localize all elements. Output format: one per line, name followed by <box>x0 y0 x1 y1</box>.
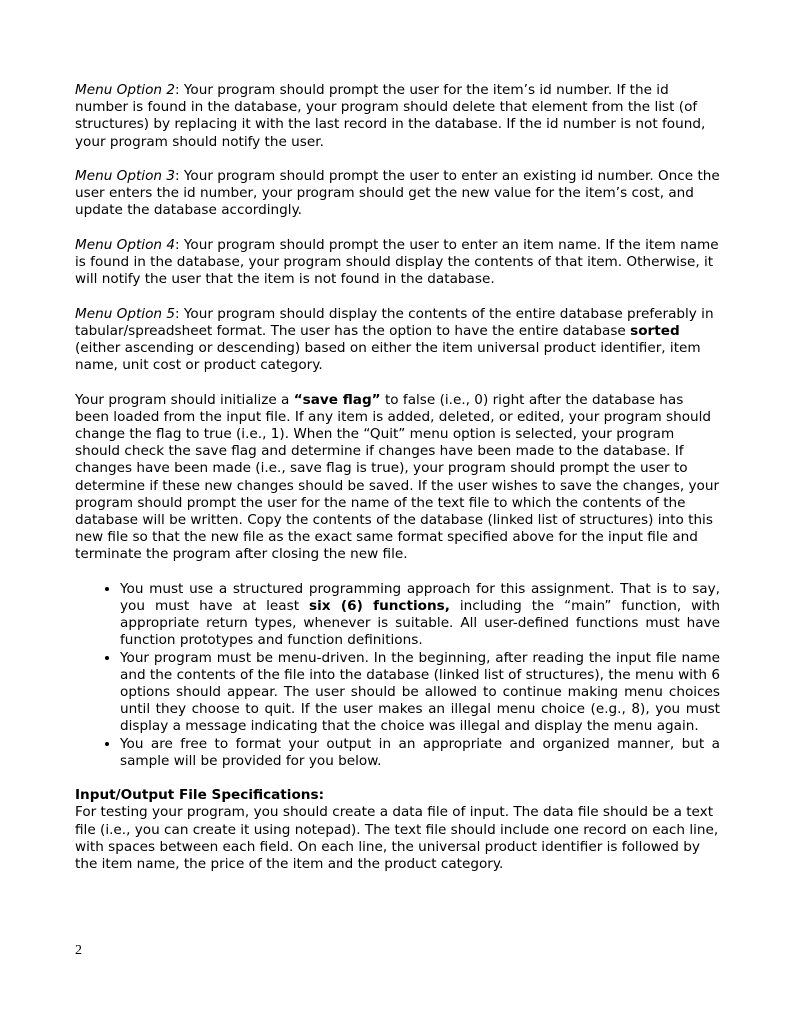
menu-option-3-text: : Your program should prompt the user to enter an existing id number. Once the user enters the id number, your program should get the new value for the item’s cost, and update the database accordingly. <box>75 168 720 219</box>
menu-option-5-text-after: (either ascending or descending) based on either the item universal product identifier, item name, unit cost or product category. <box>75 340 701 374</box>
bullet-1-text-before: You must use a structured programming approach for this assignment. That is to say, you must have at least <box>120 580 720 615</box>
page-number: 2 <box>75 943 82 958</box>
save-flag-text-after: to false (i.e., 0) right after the database has been loaded from the input file. If any item is added, deleted, or edited, your program should change the flag to true (i.e., 1). When the “Quit” menu option is selected, your program should check the save flag and determine if changes have been made to the database. If changes have been made (i.e., save flag is true), your program should prompt the user to determine if these new changes should be saved. If the user wishes to save the changes, your program should prompt the user for the name of the text file to which the contents of the database will be written. Copy the contents of the database (linked list of structures) into this new file so that the new file as the exact same format specified above for the input file and terminate the program after closing the new file. <box>75 391 720 563</box>
requirement-structured-programming <box>120 581 720 650</box>
save-flag-paragraph <box>75 392 720 564</box>
menu-option-5-paragraph <box>75 306 720 375</box>
menu-option-4-paragraph <box>75 237 720 289</box>
menu-option-4-label: Menu Option 4 <box>75 236 175 253</box>
menu-option-2-paragraph <box>75 82 720 151</box>
io-spec-paragraph: For testing your program, you should create a data file of input. The data file should be a text file (i.e., you can create it using notepad). The text file should include one record on each line, with spaces between each field. On each line, the universal product identifier is followed by the item name, the price of the item and the product category. <box>75 804 719 873</box>
menu-option-3-paragraph <box>75 168 720 220</box>
six-functions-emphasis: six (6) functions, <box>309 598 450 615</box>
save-flag-text-before: Your program should initialize a <box>75 391 294 408</box>
menu-option-2-label: Menu Option 2 <box>75 82 175 98</box>
sorted-emphasis: sorted <box>630 322 680 339</box>
requirement-menu-driven: • Your program must be menu-driven. In the beginning, after reading the input file name and the contents of the file into the database (linked list of structures), the menu with 6 options should appear. The user should be allowed to continue making menu choices until they choose to quit. If the user makes an illegal menu choice (e.g., 8), you must display a message indicating that the choice was illegal and display the menu again. <box>120 650 720 736</box>
menu-option-4-text: : Your program should prompt the user to enter an item name. If the item name is found in the database, your program should display the contents of that item. Otherwise, it will notify the user that the item is not found in the database. <box>75 236 719 288</box>
requirement-output-format: • You are free to format your output in an appropriate and organized manner, but a sample will be provided for you below. <box>120 736 720 770</box>
menu-option-2-text: : Your program should prompt the user for the item’s id number. If the id number is found in the database, your program should delete that element from the list (of structures) by replacing it with the last record in the database. If the id number is not found, your program should notify the user. <box>75 82 706 150</box>
bullet-1-text-after: including the “main” function, with appropriate return types, whenever is suitable. All user-defined functions must have function prototypes and function definitions. <box>120 598 720 649</box>
requirements-list <box>75 581 720 770</box>
menu-option-5-text-before: : Your program should display the contents of the entire database preferably in tabular/spreadsheet format. The user has the option to have the entire database <box>75 305 714 339</box>
menu-option-5-label: Menu Option 5 <box>75 305 175 322</box>
io-spec-heading: Input/Output File Specifications: <box>75 787 325 804</box>
save-flag-emphasis: “save flag” <box>293 391 381 408</box>
menu-option-3-label: Menu Option 3 <box>75 168 175 184</box>
document-page <box>75 82 720 890</box>
